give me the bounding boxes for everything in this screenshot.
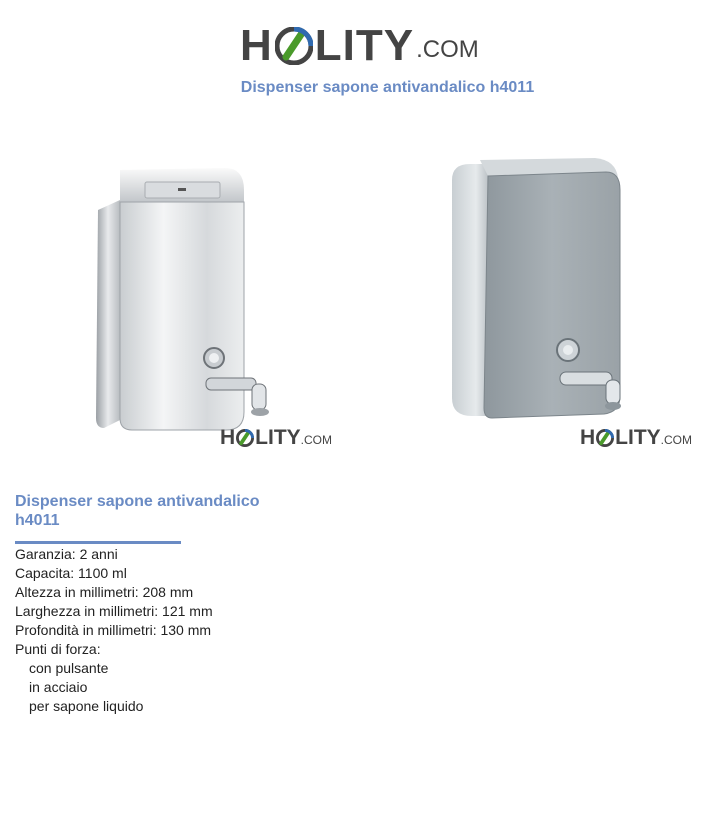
watermark-letter-h: H (220, 426, 236, 449)
spec-height: Altezza in millimetri: 208 mm (15, 584, 194, 600)
logo-com: .COM (416, 36, 479, 63)
logo-o-icon (275, 27, 313, 65)
watermark-letters-rest: LITY (255, 426, 301, 449)
logo-o-icon (596, 429, 614, 447)
logo-wordmark (240, 22, 414, 70)
watermark-com: .COM (300, 433, 333, 447)
soap-dispenser-brushed-icon (380, 150, 720, 460)
soap-dispenser-polished-icon (20, 150, 360, 460)
watermark-com: .COM (660, 433, 693, 447)
spec-warranty: Garanzia: 2 anni (15, 546, 118, 562)
product-image-left (20, 150, 360, 460)
logo-letters-rest: LITY (314, 21, 415, 70)
strength-item: con pulsante (29, 660, 109, 676)
logo-o-icon (236, 429, 254, 447)
logo-letter-h: H (240, 21, 273, 70)
watermark-letters-rest: LITY (615, 426, 661, 449)
spec-width: Larghezza in millimetri: 121 mm (15, 603, 213, 619)
product-specs (15, 545, 213, 716)
spec-strengths-heading: Punti di forza: (15, 641, 101, 657)
spec-capacity: Capacita: 1100 ml (15, 565, 127, 581)
product-title: Dispenser sapone antivandalico h4011 (15, 493, 260, 529)
spec-depth: Profondità in millimetri: 130 mm (15, 622, 212, 638)
watermark-right (580, 427, 692, 449)
title-divider (15, 541, 181, 544)
strength-item: per sapone liquido (29, 698, 144, 714)
product-image-right (380, 150, 720, 460)
page-title: Dispenser sapone antivandalico h4011 (240, 79, 535, 96)
watermark-letter-h: H (580, 426, 596, 449)
holity-logo[interactable] (240, 14, 490, 70)
strength-item: in acciaio (29, 679, 88, 695)
watermark-left (220, 427, 332, 449)
